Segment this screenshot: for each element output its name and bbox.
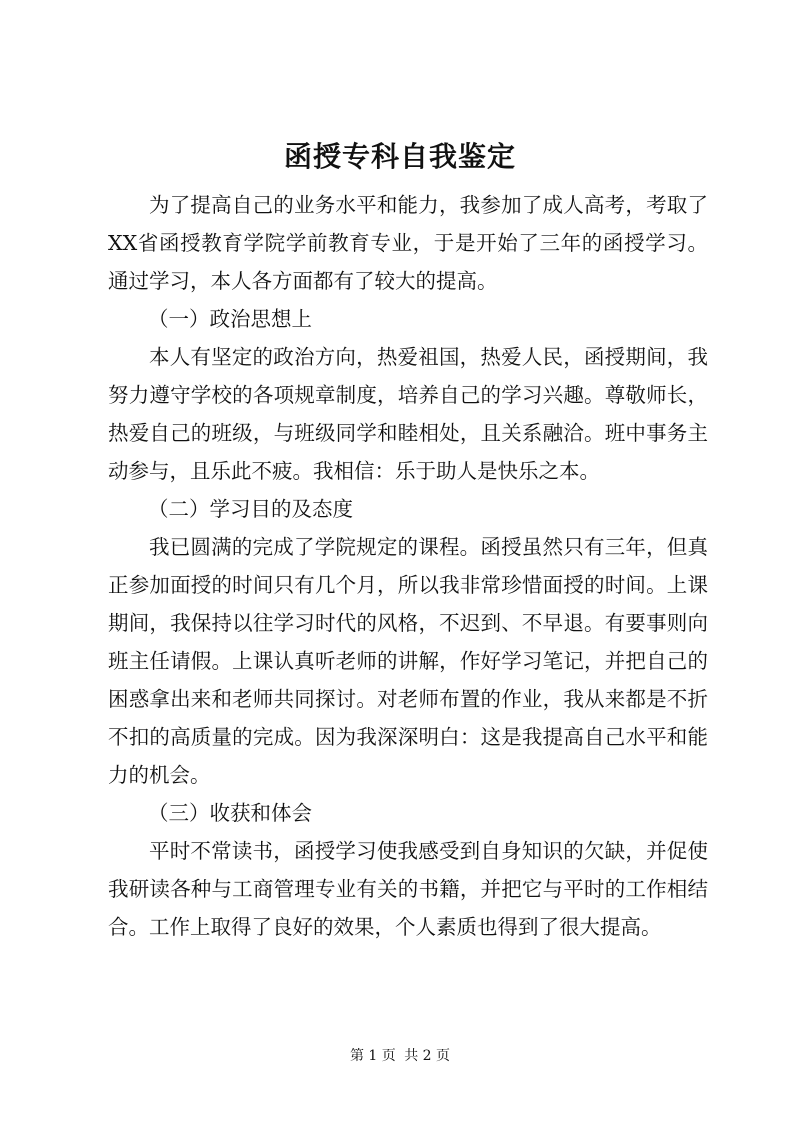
section-heading-study-attitude: （二）学习目的及态度 (148, 497, 353, 521)
document-body (108, 186, 708, 946)
politics-paragraph: 本人有坚定的政治方向，热爱祖国，热爱人民，函授期间，我努力遵守学校的各项规章制度，培养自己的学习兴趣。尊敬师长，热爱自己的班级，与班级同学和睦相处，且关系融洽。班中事务主动参与，且乐此不疲。我相信：乐于助人是快乐之本。 (108, 345, 708, 483)
section-heading-politics: （一）政治思想上 (148, 307, 312, 331)
gains-paragraph: 平时不常读书，函授学习使我感受到自身知识的欠缺，并促使我研读各种与工商管理专业有关的书籍，并把它与平时的工作相结合。工作上取得了良好的效果，个人素质也得到了很大提高。 (108, 839, 708, 939)
page-title: 函授专科自我鉴定 (283, 140, 516, 173)
intro-paragraph: 为了提高自己的业务水平和能力，我参加了成人高考，考取了XX省函授教育学院学前教育专业，于是开始了三年的函授学习。通过学习，本人各方面都有了较大的提高。 (108, 193, 708, 293)
page-number: 第 1 页 (349, 1048, 396, 1064)
study-attitude-paragraph: 我已圆满的完成了学院规定的课程。函授虽然只有三年，但真正参加面授的时间只有几个月，所以我非常珍惜面授的时间。上课期间，我保持以往学习时代的风格，不迟到、不早退。有要事则向班主任请假。上课认真听老师的讲解，作好学习笔记，并把自己的困惑拿出来和老师共同探讨。对老师布置的作业，我从来都是不折不扣的高质量的完成。因为我深深明白：这是我提高自己水平和能力的机会。 (108, 535, 708, 787)
page-footer (0, 1046, 800, 1066)
total-pages: 共 2 页 (404, 1048, 451, 1064)
section-heading-gains: （三）收获和体会 (148, 801, 312, 825)
